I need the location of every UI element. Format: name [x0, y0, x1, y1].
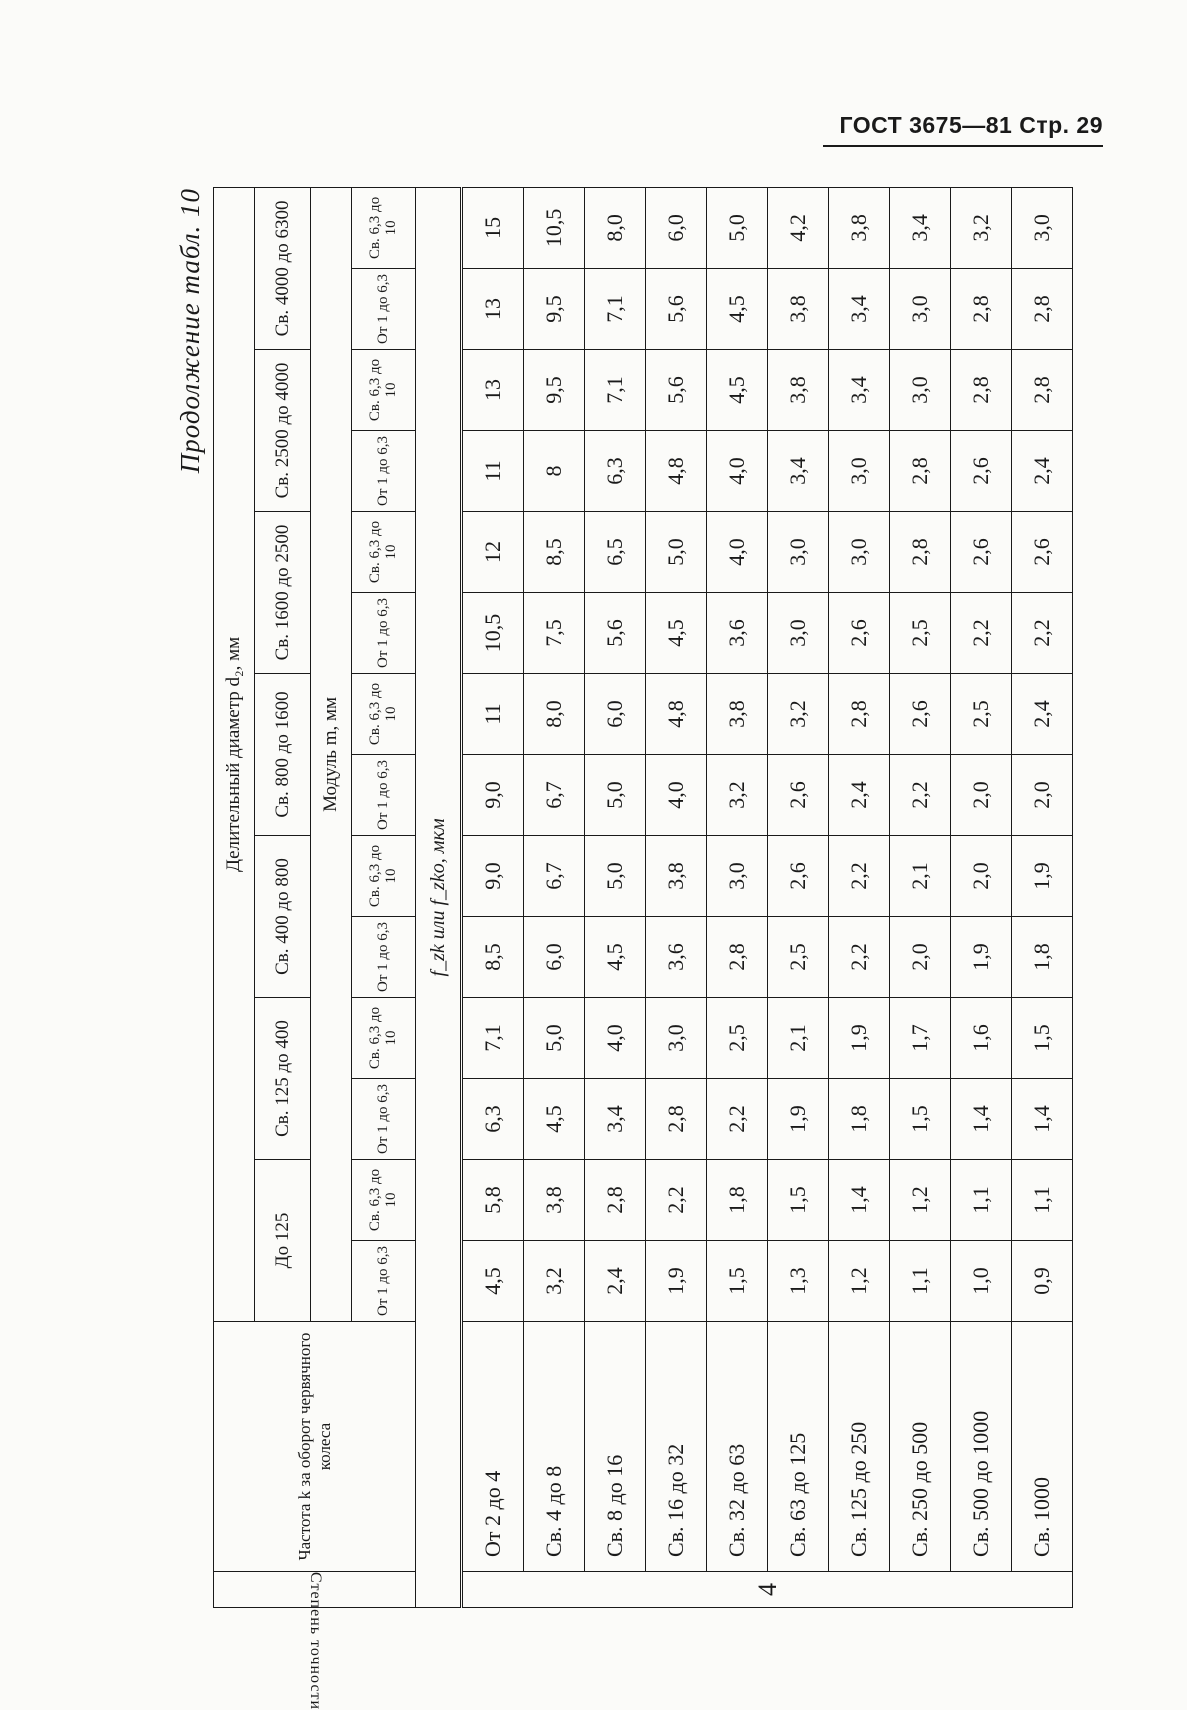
tolerance-value: 1,8	[707, 1160, 768, 1241]
table-row	[1012, 187, 1073, 1607]
tolerance-value: 3,4	[768, 431, 829, 512]
tolerance-value: 8,0	[585, 187, 646, 268]
tolerance-value: 4,5	[462, 1241, 524, 1322]
tolerance-value: 6,7	[524, 836, 585, 917]
tolerance-value: 4,8	[646, 431, 707, 512]
tolerance-value: 2,0	[1012, 755, 1073, 836]
tolerance-value: 4,0	[707, 512, 768, 593]
module-range-9: Св. 6,3 до 10	[352, 512, 416, 593]
tolerance-value: 1,9	[646, 1241, 707, 1322]
table-row	[890, 187, 951, 1607]
tolerance-value: 2,5	[890, 593, 951, 674]
table-row	[829, 187, 890, 1607]
tolerance-value: 2,6	[1012, 512, 1073, 593]
tolerance-value: 8,5	[524, 512, 585, 593]
tolerance-value: 11	[462, 431, 524, 512]
tolerance-value: 2,2	[1012, 593, 1073, 674]
tolerance-value: 4,5	[585, 917, 646, 998]
tolerance-value: 2,2	[829, 836, 890, 917]
tolerance-value: 5,0	[524, 998, 585, 1079]
tolerance-value: 2,6	[951, 431, 1012, 512]
tolerance-value: 2,6	[951, 512, 1012, 593]
tolerance-value: 0,9	[1012, 1241, 1073, 1322]
module-range-12: От 1 до 6,3	[352, 269, 416, 350]
tolerance-value: 2,2	[829, 917, 890, 998]
diameter-range-5: Св. 2500 до 4000	[255, 350, 311, 512]
table-row	[951, 187, 1012, 1607]
tolerance-value: 3,2	[524, 1241, 585, 1322]
tolerance-value: 2,2	[890, 755, 951, 836]
tolerance-value: 2,2	[707, 1079, 768, 1160]
tolerance-value: 1,5	[768, 1160, 829, 1241]
module-range-0: От 1 до 6,3	[352, 1241, 416, 1322]
diameter-header: Делительный диаметр d₂, мм	[214, 187, 255, 1321]
tolerance-value: 12	[462, 512, 524, 593]
grade-header-text: Степень точности	[306, 1572, 324, 1710]
table-row	[768, 187, 829, 1607]
tolerance-value: 3,8	[524, 1160, 585, 1241]
tolerance-value: 11	[462, 674, 524, 755]
tolerance-value: 2,8	[829, 674, 890, 755]
tolerance-value: 1,7	[890, 998, 951, 1079]
tolerance-value: 3,8	[829, 187, 890, 268]
tolerance-value: 10,5	[462, 593, 524, 674]
tolerance-value: 8	[524, 431, 585, 512]
tolerance-value: 6,7	[524, 755, 585, 836]
tolerance-value: 3,2	[707, 755, 768, 836]
tolerance-value: 9,0	[462, 836, 524, 917]
tolerance-value: 3,6	[707, 593, 768, 674]
tolerance-value: 7,1	[462, 998, 524, 1079]
tolerance-value: 2,8	[1012, 350, 1073, 431]
tolerance-value: 2,8	[951, 350, 1012, 431]
tolerance-value: 4,8	[646, 674, 707, 755]
tolerance-value: 2,4	[585, 1241, 646, 1322]
module-range-8: От 1 до 6,3	[352, 593, 416, 674]
tolerance-value: 5,8	[462, 1160, 524, 1241]
tolerance-value: 3,4	[890, 187, 951, 268]
tolerance-value: 3,4	[585, 1079, 646, 1160]
tolerance-value: 3,0	[829, 512, 890, 593]
tolerance-value: 4,0	[646, 755, 707, 836]
tolerance-value: 2,0	[951, 836, 1012, 917]
tolerance-value: 2,2	[646, 1160, 707, 1241]
tolerance-value: 2,0	[890, 917, 951, 998]
tolerance-value: 1,5	[890, 1079, 951, 1160]
tolerance-value: 1,9	[768, 1079, 829, 1160]
tolerance-value: 10,5	[524, 187, 585, 268]
tolerance-value: 2,1	[890, 836, 951, 917]
tolerance-value: 2,4	[1012, 674, 1073, 755]
tolerance-value: 1,6	[951, 998, 1012, 1079]
tolerance-value: 3,0	[890, 350, 951, 431]
tolerance-value: 1,1	[1012, 1160, 1073, 1241]
table-row	[707, 187, 768, 1607]
tolerance-value: 5,6	[646, 269, 707, 350]
tolerance-value: 1,4	[829, 1160, 890, 1241]
tolerance-table	[213, 187, 1073, 1710]
tolerance-value: 4,2	[768, 187, 829, 268]
tolerance-value: 7,1	[585, 350, 646, 431]
tolerance-value: 3,0	[768, 512, 829, 593]
tolerance-value: 6,0	[585, 674, 646, 755]
tolerance-value: 4,0	[585, 998, 646, 1079]
k-header: Частота k за оборот червячного колеса	[214, 1322, 416, 1572]
tolerance-value: 2,2	[951, 593, 1012, 674]
tolerance-value: 3,8	[646, 836, 707, 917]
tolerance-value: 2,6	[768, 755, 829, 836]
tolerance-value: 1,4	[1012, 1079, 1073, 1160]
grade-header	[214, 1572, 416, 1710]
k-range-label: Св. 250 до 500	[890, 1322, 951, 1572]
table-body	[462, 187, 1073, 1607]
tolerance-value: 8,0	[524, 674, 585, 755]
module-range-10: От 1 до 6,3	[352, 431, 416, 512]
tolerance-value: 6,5	[585, 512, 646, 593]
tolerance-value: 5,0	[707, 187, 768, 268]
tolerance-value: 2,4	[829, 755, 890, 836]
tolerance-value: 5,0	[585, 755, 646, 836]
tolerance-value: 3,4	[829, 269, 890, 350]
tolerance-value: 5,6	[585, 593, 646, 674]
k-range-label: Св. 125 до 250	[829, 1322, 890, 1572]
module-range-6: От 1 до 6,3	[352, 755, 416, 836]
diameter-range-3: Св. 800 до 1600	[255, 674, 311, 836]
k-range-label: Св. 4 до 8	[524, 1322, 585, 1572]
tolerance-value: 1,3	[768, 1241, 829, 1322]
tolerance-value: 2,1	[768, 998, 829, 1079]
tolerance-value: 2,8	[890, 431, 951, 512]
k-range-label: Св. 1000	[1012, 1322, 1073, 1572]
tolerance-value: 3,8	[768, 269, 829, 350]
page-header: ГОСТ 3675—81 Стр. 29	[839, 112, 1103, 138]
tolerance-value: 3,0	[707, 836, 768, 917]
k-range-label: От 2 до 4	[462, 1322, 524, 1572]
tolerance-value: 4,5	[707, 269, 768, 350]
tolerance-value: 5,6	[646, 350, 707, 431]
unit-header-row	[416, 187, 462, 1607]
module-range-7: Св. 6,3 до 10	[352, 674, 416, 755]
tolerance-value: 13	[462, 350, 524, 431]
tolerance-value: 4,5	[524, 1079, 585, 1160]
tolerance-value: 2,8	[585, 1160, 646, 1241]
diameter-range-2: Св. 400 до 800	[255, 836, 311, 998]
tolerance-value: 3,8	[768, 350, 829, 431]
tolerance-value: 1,5	[707, 1241, 768, 1322]
tolerance-value: 3,8	[707, 674, 768, 755]
table-row	[585, 187, 646, 1607]
tolerance-value: 2,4	[1012, 431, 1073, 512]
tolerance-value: 9,5	[524, 269, 585, 350]
module-range-5: Св. 6,3 до 10	[352, 836, 416, 917]
tolerance-value: 9,5	[524, 350, 585, 431]
tolerance-value: 1,4	[951, 1079, 1012, 1160]
tolerance-value: 8,5	[462, 917, 524, 998]
tolerance-value: 13	[462, 269, 524, 350]
tolerance-value: 3,0	[768, 593, 829, 674]
tolerance-value: 1,2	[829, 1241, 890, 1322]
tolerance-value: 2,6	[890, 674, 951, 755]
k-range-label: Св. 63 до 125	[768, 1322, 829, 1572]
tolerance-value: 3,2	[951, 187, 1012, 268]
tolerance-value: 3,0	[890, 269, 951, 350]
tolerance-value: 2,6	[768, 836, 829, 917]
module-range-11: Св. 6,3 до 10	[352, 350, 416, 431]
diameter-range-4: Св. 1600 до 2500	[255, 512, 311, 674]
tolerance-value: 2,8	[951, 269, 1012, 350]
tolerance-value: 2,0	[951, 755, 1012, 836]
tolerance-value: 3,6	[646, 917, 707, 998]
tolerance-value: 2,8	[890, 512, 951, 593]
tolerance-value: 2,8	[646, 1079, 707, 1160]
module-header: Модуль m, мм	[311, 187, 352, 1321]
tolerance-value: 2,8	[1012, 269, 1073, 350]
diameter-range-1: Св. 125 до 400	[255, 998, 311, 1160]
module-range-13: Св. 6,3 до 10	[352, 187, 416, 268]
tolerance-value: 1,0	[951, 1241, 1012, 1322]
tolerance-value: 7,1	[585, 269, 646, 350]
tolerance-value: 6,3	[462, 1079, 524, 1160]
tolerance-value: 3,2	[768, 674, 829, 755]
tolerance-value: 6,0	[646, 187, 707, 268]
k-range-label: Св. 8 до 16	[585, 1322, 646, 1572]
tolerance-value: 7,5	[524, 593, 585, 674]
tolerance-value: 1,9	[829, 998, 890, 1079]
tolerance-value: 2,5	[951, 674, 1012, 755]
rotated-table-sheet	[175, 188, 1080, 1710]
tolerance-value: 6,0	[524, 917, 585, 998]
tolerance-value: 1,1	[890, 1241, 951, 1322]
k-range-label: Св. 32 до 63	[707, 1322, 768, 1572]
tolerance-value: 4,5	[707, 350, 768, 431]
table-row	[646, 187, 707, 1607]
tolerance-value: 1,9	[951, 917, 1012, 998]
tolerance-value: 2,5	[768, 917, 829, 998]
grade-value: 4	[462, 1572, 1073, 1608]
unit-header: f_zk или f_zkо, мкм	[416, 187, 462, 1607]
module-range-3: Св. 6,3 до 10	[352, 998, 416, 1079]
tolerance-value: 2,8	[707, 917, 768, 998]
tolerance-value: 3,0	[829, 431, 890, 512]
diameter-range-0: До 125	[255, 1160, 311, 1322]
tolerance-value: 6,3	[585, 431, 646, 512]
diameter-header-row	[214, 187, 255, 1607]
module-range-4: От 1 до 6,3	[352, 917, 416, 998]
tolerance-value: 2,5	[707, 998, 768, 1079]
k-range-label: Св. 16 до 32	[646, 1322, 707, 1572]
module-range-2: От 1 до 6,3	[352, 1079, 416, 1160]
tolerance-value: 1,5	[1012, 998, 1073, 1079]
tolerance-value: 15	[462, 187, 524, 268]
table-row	[524, 187, 585, 1607]
tolerance-value: 4,5	[646, 593, 707, 674]
table-caption: Продолжение табл. 10	[175, 188, 205, 474]
tolerance-value: 3,0	[646, 998, 707, 1079]
tolerance-value: 1,2	[890, 1160, 951, 1241]
table-row	[462, 187, 524, 1607]
tolerance-value: 2,6	[829, 593, 890, 674]
tolerance-value: 1,8	[1012, 917, 1073, 998]
tolerance-value: 3,4	[829, 350, 890, 431]
tolerance-value: 3,0	[1012, 187, 1073, 268]
header-rule	[823, 145, 1103, 147]
tolerance-value: 1,9	[1012, 836, 1073, 917]
tolerance-value: 5,0	[585, 836, 646, 917]
k-range-label: Св. 500 до 1000	[951, 1322, 1012, 1572]
tolerance-value: 1,1	[951, 1160, 1012, 1241]
tolerance-value: 9,0	[462, 755, 524, 836]
diameter-range-6: Св. 4000 до 6300	[255, 187, 311, 349]
module-range-1: Св. 6,3 до 10	[352, 1160, 416, 1241]
tolerance-value: 4,0	[707, 431, 768, 512]
tolerance-value: 5,0	[646, 512, 707, 593]
tolerance-value: 1,8	[829, 1079, 890, 1160]
